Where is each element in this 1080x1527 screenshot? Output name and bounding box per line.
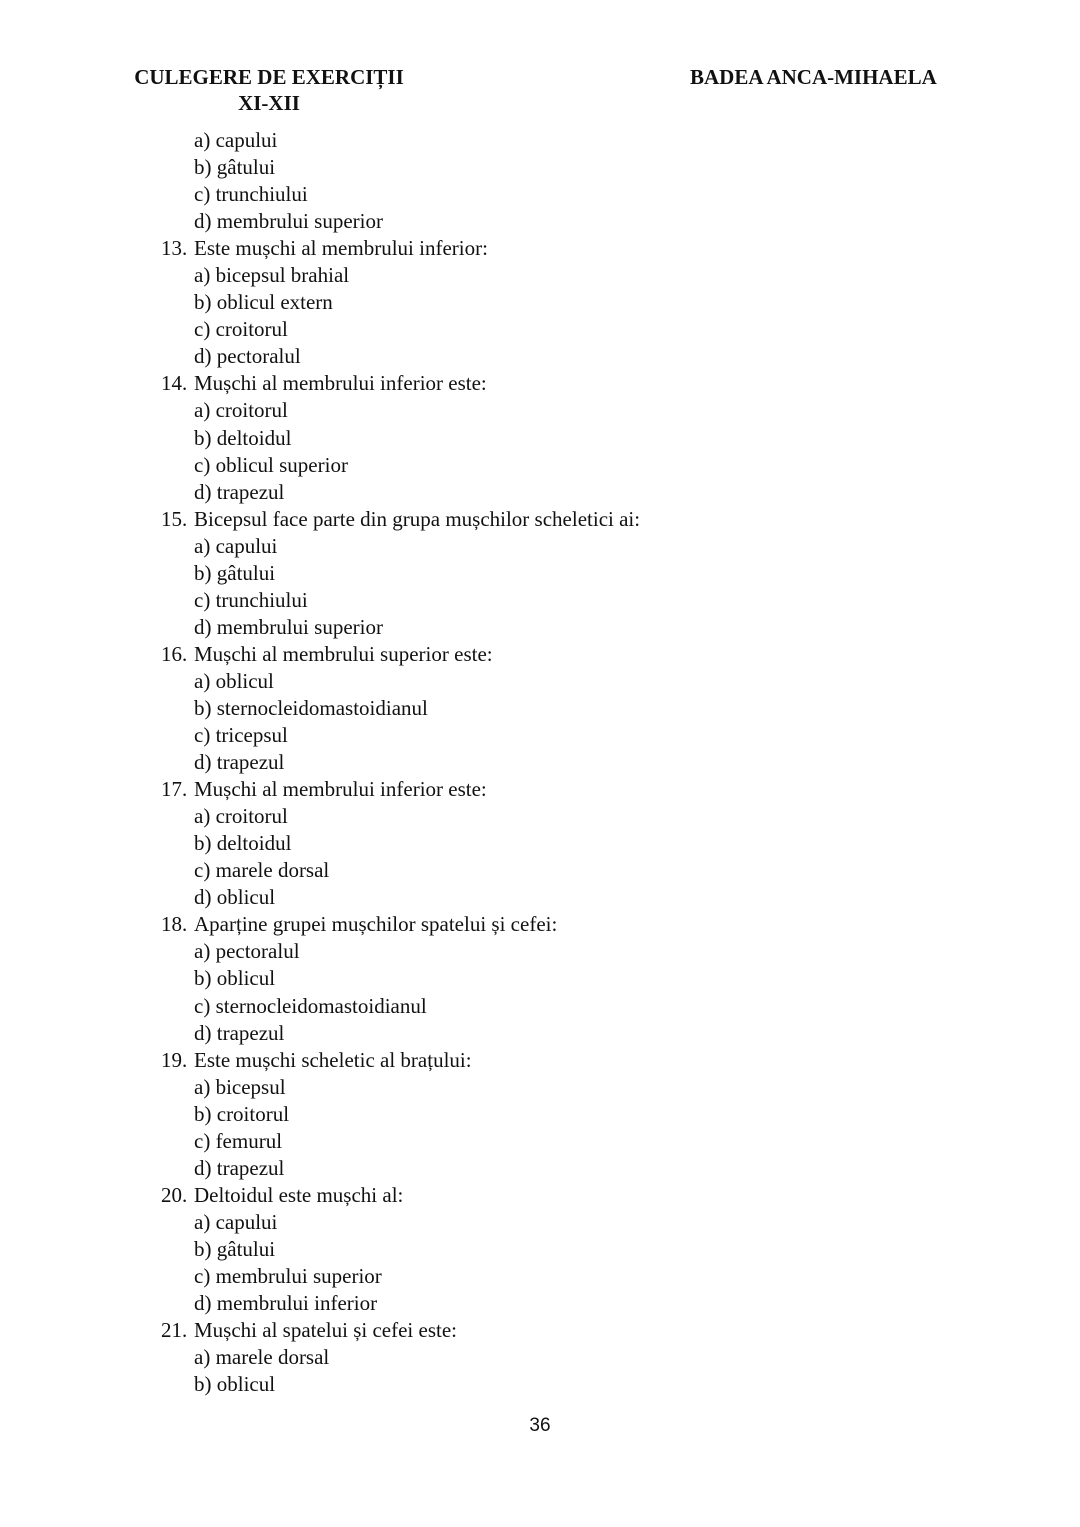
answer-option: d) membrului inferior bbox=[194, 1291, 378, 1316]
answer-option: a) croitorul bbox=[194, 804, 288, 829]
question-13 bbox=[0, 235, 1080, 262]
answer-option: c) oblicul superior bbox=[194, 452, 348, 477]
answer-option: a) croitorul bbox=[194, 398, 288, 423]
question-list bbox=[0, 127, 1080, 1398]
author-name: BADEA ANCA-MIHAELA bbox=[690, 65, 937, 89]
answer-option: b) deltoidul bbox=[194, 831, 292, 856]
answer-option: a) pectoralul bbox=[194, 939, 300, 964]
question-number: 18. bbox=[161, 912, 188, 937]
question-text: Bicepsul face parte din grupa mușchilor scheletici ai: bbox=[194, 506, 641, 531]
answer-option: d) trapezul bbox=[194, 750, 285, 775]
question-16 bbox=[0, 641, 1080, 668]
answer-option: c) croitorul bbox=[194, 317, 288, 342]
question-17 bbox=[0, 776, 1080, 803]
question-number: 14. bbox=[161, 371, 188, 396]
answer-option: d) trapezul bbox=[194, 479, 285, 504]
page-number: 36 bbox=[529, 1415, 551, 1436]
question-text: Aparține grupei mușchilor spatelui și cefei: bbox=[194, 912, 558, 937]
title-line-1: CULEGERE DE EXERCIȚII bbox=[134, 65, 404, 89]
document-title bbox=[128, 64, 410, 116]
answer-option: a) bicepsul bbox=[194, 1074, 286, 1099]
question-number: 15. bbox=[161, 506, 188, 531]
answer-option: b) oblicul extern bbox=[194, 290, 333, 315]
answer-option: b) croitorul bbox=[194, 1101, 290, 1126]
question-text: Mușchi al membrului inferior este: bbox=[194, 777, 487, 802]
answer-option: d) membrului superior bbox=[194, 209, 383, 234]
question-14 bbox=[0, 370, 1080, 397]
answer-option: d) trapezul bbox=[194, 1020, 285, 1045]
answer-option: b) deltoidul bbox=[194, 425, 292, 450]
question-21 bbox=[0, 1317, 1080, 1344]
answer-option: c) trunchiului bbox=[194, 587, 308, 612]
question-text: Mușchi al membrului superior este: bbox=[194, 641, 493, 666]
answer-option: b) oblicul bbox=[194, 966, 276, 991]
question-number: 21. bbox=[161, 1318, 188, 1343]
answer-option: c) tricepsul bbox=[194, 723, 288, 748]
question-18 bbox=[0, 911, 1080, 938]
answer-option: b) sternocleidomastoidianul bbox=[194, 695, 428, 720]
question-text: Este mușchi scheletic al brațului: bbox=[194, 1047, 472, 1072]
question-19 bbox=[0, 1047, 1080, 1074]
answer-option: c) membrului superior bbox=[194, 1263, 382, 1288]
question-20 bbox=[0, 1182, 1080, 1209]
answer-option: b) oblicul bbox=[194, 1372, 276, 1397]
question-text: Mușchi al spatelui și cefei este: bbox=[194, 1318, 458, 1343]
answer-option: a) marele dorsal bbox=[194, 1345, 330, 1370]
question-number: 13. bbox=[161, 236, 188, 261]
answer-option: d) oblicul bbox=[194, 885, 276, 910]
answer-option: b) gâtului bbox=[194, 560, 276, 585]
answer-option: a) capului bbox=[194, 533, 278, 558]
answer-option: d) membrului superior bbox=[194, 614, 383, 639]
question-number: 16. bbox=[161, 641, 188, 666]
answer-option: c) marele dorsal bbox=[194, 858, 330, 883]
question-15 bbox=[0, 506, 1080, 533]
answer-option: d) trapezul bbox=[194, 1155, 285, 1180]
answer-option: b) gâtului bbox=[194, 1236, 276, 1261]
answer-option: b) gâtului bbox=[194, 155, 276, 180]
answer-option: c) trunchiului bbox=[194, 182, 308, 207]
answer-option: a) bicepsul brahial bbox=[194, 263, 350, 288]
answer-option: a) capului bbox=[194, 128, 278, 152]
answer-option: a) oblicul bbox=[194, 668, 274, 693]
question-text: Mușchi al membrului inferior este: bbox=[194, 371, 487, 396]
question-number: 20. bbox=[161, 1182, 188, 1207]
title-line-2: XI-XII bbox=[238, 91, 300, 115]
answer-option: d) pectoralul bbox=[194, 344, 301, 369]
question-text: Deltoidul este mușchi al: bbox=[194, 1182, 404, 1207]
answer-option: a) capului bbox=[194, 1209, 278, 1234]
answer-option: c) sternocleidomastoidianul bbox=[194, 993, 427, 1018]
question-text: Este mușchi al membrului inferior: bbox=[194, 236, 488, 261]
question-number: 19. bbox=[161, 1047, 188, 1072]
answer-option: c) femurul bbox=[194, 1128, 283, 1153]
question-number: 17. bbox=[161, 777, 188, 802]
